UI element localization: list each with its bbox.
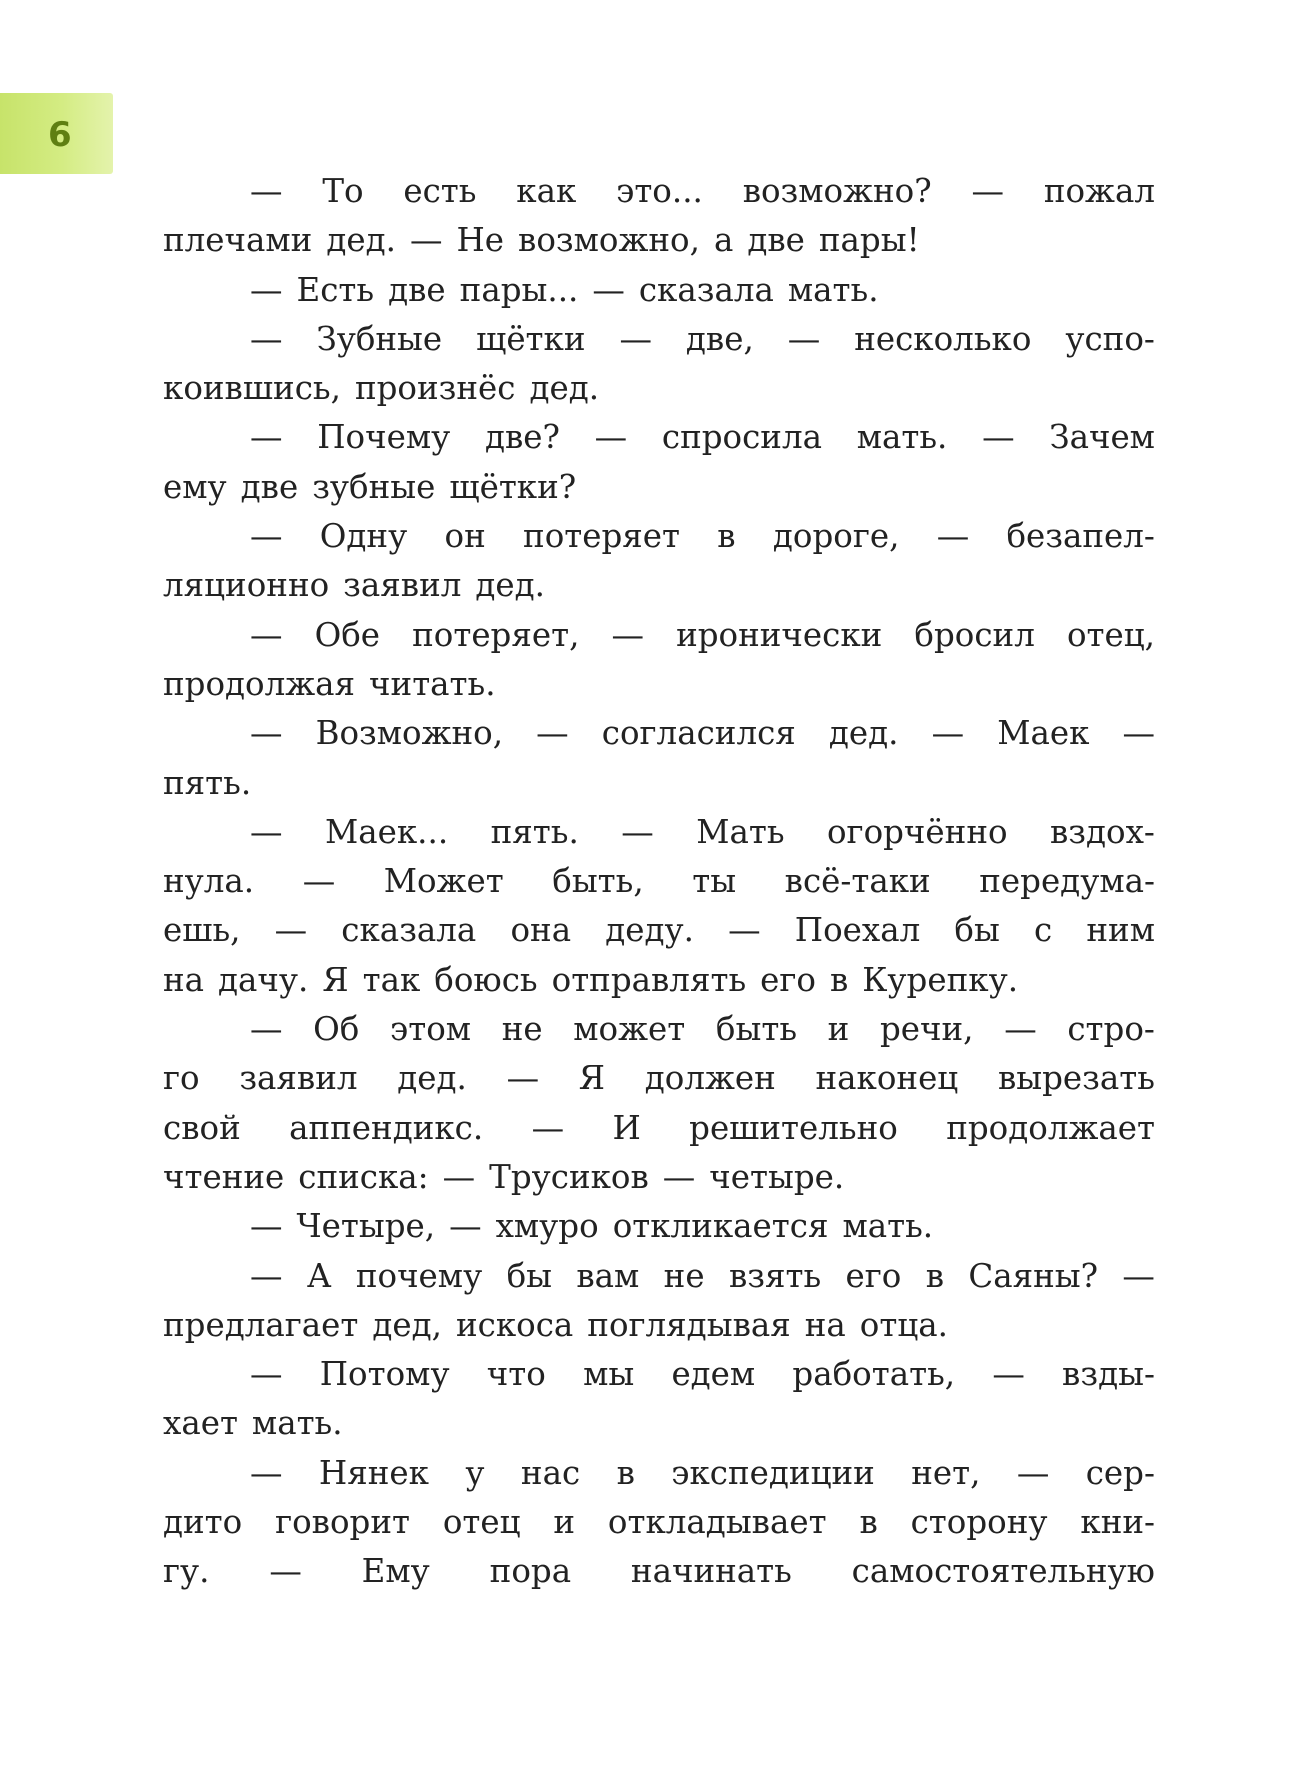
word: произнёс: [354, 369, 516, 408]
word: это...: [616, 172, 703, 210]
word: —: [250, 270, 283, 309]
word: иронически: [676, 615, 883, 654]
word: —: [250, 615, 283, 654]
word: на: [163, 960, 205, 999]
word: есть: [403, 172, 477, 210]
word: Зубные: [316, 319, 443, 358]
word: зубные: [312, 467, 436, 506]
text-line: [163, 759, 1155, 808]
word: Маек: [997, 714, 1090, 753]
text-line: [163, 1202, 1155, 1251]
word: сказала: [638, 270, 774, 309]
word: —: [269, 1552, 302, 1591]
word: откликается: [612, 1207, 829, 1246]
word: решительно: [689, 1108, 898, 1147]
word: нула.: [163, 862, 255, 901]
word: Обе: [314, 615, 381, 654]
word: две: [240, 467, 299, 506]
word: две: [388, 270, 446, 309]
word: заявил: [343, 566, 462, 605]
word: сер-: [1085, 1453, 1155, 1492]
text-line: [163, 413, 1155, 462]
word: отец: [442, 1503, 521, 1542]
text-line: [163, 611, 1155, 660]
word: свой: [163, 1108, 241, 1147]
word: Не: [456, 221, 505, 260]
word: —: [250, 319, 283, 358]
word: —: [250, 714, 283, 753]
word: Поехал: [794, 911, 921, 950]
word: возможно?: [742, 172, 932, 210]
word: —: [971, 172, 1004, 210]
word: дачу.: [218, 960, 309, 999]
word: ляционно: [163, 566, 330, 605]
word: самостоятельную: [851, 1552, 1155, 1591]
word: плечами: [163, 221, 313, 260]
word: согласился: [601, 714, 796, 753]
word: Нянек: [318, 1453, 429, 1492]
word: —: [250, 1453, 283, 1492]
word: начинать: [630, 1552, 792, 1591]
word: откладывает: [607, 1503, 827, 1542]
word: этом: [390, 1010, 472, 1049]
word: вздох-: [1050, 812, 1155, 851]
word: —: [274, 911, 308, 950]
word: ему: [163, 467, 227, 506]
text-line: [163, 1449, 1155, 1498]
word: бы: [506, 1256, 552, 1295]
word: —: [592, 270, 625, 309]
word: продолжая: [163, 664, 356, 703]
word: возможно,: [518, 221, 700, 260]
word: должен: [644, 1059, 776, 1098]
word: в: [829, 960, 849, 999]
text-line: [163, 906, 1155, 955]
word: его: [760, 960, 816, 999]
text-line: [163, 1498, 1155, 1547]
word: Почему: [317, 418, 451, 457]
word: дито: [163, 1503, 243, 1542]
word: чтение: [163, 1157, 285, 1196]
word: Курепку.: [862, 960, 1019, 999]
word: дед.: [326, 221, 396, 260]
text-line: [163, 216, 1155, 265]
word: с: [1034, 911, 1053, 950]
word: взды-: [1062, 1355, 1155, 1394]
word: Зачем: [1049, 418, 1155, 457]
word: безапел-: [1006, 517, 1155, 556]
word: отца.: [859, 1305, 948, 1344]
word: —: [787, 319, 821, 358]
word: две: [747, 221, 805, 260]
word: сторону: [910, 1503, 1048, 1542]
word: —: [250, 1207, 283, 1246]
word: пары...: [459, 270, 579, 309]
word: как: [516, 172, 577, 210]
text-line: [163, 1301, 1155, 1350]
word: у: [465, 1453, 485, 1492]
word: —: [250, 1355, 283, 1394]
word: пары!: [818, 221, 920, 260]
word: нас: [520, 1453, 581, 1492]
story-text: [163, 167, 1155, 1597]
word: говорит: [275, 1503, 410, 1542]
text-line: [163, 315, 1155, 364]
word: может: [573, 1010, 686, 1049]
word: Возможно,: [315, 714, 504, 753]
word: —: [662, 1157, 696, 1196]
word: почему: [355, 1256, 483, 1295]
text-line: [163, 1005, 1155, 1054]
word: и: [827, 1010, 850, 1049]
word: две?: [484, 418, 560, 457]
text-line: [163, 660, 1155, 709]
word: —: [250, 812, 283, 851]
word: —: [992, 1355, 1025, 1394]
word: мать.: [251, 1404, 343, 1443]
word: взять: [728, 1256, 822, 1295]
text-line: [163, 1153, 1155, 1202]
word: Саяны?: [968, 1256, 1099, 1295]
word: —: [536, 714, 569, 753]
word: всё-таки: [784, 862, 931, 901]
word: пять.: [490, 812, 579, 851]
word: в: [616, 1453, 635, 1492]
word: заявил: [239, 1059, 358, 1098]
word: мать.: [842, 1207, 934, 1246]
word: деду.: [605, 911, 694, 950]
word: —: [1016, 1453, 1050, 1492]
word: так: [362, 960, 421, 999]
word: списка:: [298, 1157, 429, 1196]
word: его: [845, 1256, 902, 1295]
word: отец,: [1066, 615, 1155, 654]
word: боюсь: [434, 960, 538, 999]
word: —: [1122, 714, 1155, 753]
word: что: [486, 1355, 546, 1394]
word: Есть: [296, 270, 375, 309]
word: пожал: [1043, 172, 1155, 210]
word: —: [936, 517, 970, 556]
word: стро-: [1067, 1010, 1155, 1049]
word: щётки?: [449, 467, 577, 506]
word: —: [619, 319, 652, 358]
word: поглядывая: [587, 1305, 791, 1344]
word: —: [594, 418, 628, 457]
word: Мать: [696, 812, 785, 851]
word: Ему: [361, 1552, 430, 1591]
word: не: [501, 1010, 543, 1049]
word: спросила: [661, 418, 822, 457]
word: экспедиции: [671, 1453, 875, 1492]
word: передума-: [979, 862, 1155, 901]
word: быть,: [552, 862, 644, 901]
word: Об: [313, 1010, 360, 1049]
word: две,: [685, 319, 754, 358]
word: —: [449, 1207, 482, 1246]
word: дороге,: [772, 517, 900, 556]
word: быть: [715, 1010, 798, 1049]
word: —: [250, 1010, 283, 1049]
word: —: [506, 1059, 540, 1098]
word: несколько: [854, 319, 1032, 358]
word: —: [250, 517, 283, 556]
word: пять.: [163, 763, 252, 802]
text-line: [163, 364, 1155, 413]
word: потеряет: [523, 517, 680, 556]
word: Маек...: [324, 812, 449, 851]
word: продолжает: [946, 1108, 1155, 1147]
text-line: [163, 266, 1155, 315]
word: отправлять: [551, 960, 747, 999]
text-line: [163, 1054, 1155, 1103]
word: —: [409, 221, 443, 260]
word: бросил: [914, 615, 1035, 654]
text-line: [163, 857, 1155, 906]
word: мы: [583, 1355, 635, 1394]
word: сказала: [341, 911, 477, 950]
text-line: [163, 1104, 1155, 1153]
word: читать.: [369, 664, 496, 703]
word: А: [306, 1256, 332, 1295]
word: Может: [383, 862, 504, 901]
word: —: [728, 911, 761, 950]
word: он: [444, 517, 486, 556]
word: Я: [322, 960, 349, 999]
page-number: 6: [48, 115, 72, 155]
text-line: [163, 808, 1155, 857]
text-line: [163, 512, 1155, 561]
word: —: [531, 1108, 565, 1147]
word: Я: [578, 1059, 606, 1098]
word: в: [925, 1256, 944, 1295]
word: —: [1004, 1010, 1037, 1049]
text-line: [163, 1252, 1155, 1301]
word: она: [510, 911, 572, 950]
word: мать.: [787, 270, 879, 309]
word: хает: [163, 1404, 238, 1443]
word: —: [1122, 1256, 1155, 1295]
word: на: [804, 1305, 846, 1344]
word: искоса: [455, 1305, 574, 1344]
text-line: [163, 463, 1155, 512]
word: предлагает: [163, 1305, 359, 1344]
word: щётки: [476, 319, 586, 358]
word: —: [250, 418, 283, 457]
word: в: [717, 517, 736, 556]
word: ешь,: [163, 911, 241, 950]
word: дед.: [529, 369, 600, 408]
word: успо-: [1065, 319, 1155, 358]
text-line: [163, 709, 1155, 758]
word: гу.: [163, 1552, 210, 1591]
word: едем: [671, 1355, 756, 1394]
word: бы: [954, 911, 1000, 950]
word: мать.: [856, 418, 948, 457]
word: —: [931, 714, 965, 753]
word: пора: [489, 1552, 572, 1591]
word: —: [302, 862, 336, 901]
word: кни-: [1080, 1503, 1155, 1542]
word: не: [663, 1256, 705, 1295]
word: вам: [576, 1256, 640, 1295]
word: наконец: [815, 1059, 959, 1098]
word: а: [713, 221, 734, 260]
word: ты: [692, 862, 737, 901]
word: ним: [1086, 911, 1155, 950]
word: огорчённо: [826, 812, 1008, 851]
word: —: [250, 1256, 283, 1295]
word: потеряет,: [412, 615, 580, 654]
text-line: [163, 167, 1155, 216]
text-line: [163, 1399, 1155, 1448]
word: дед,: [372, 1305, 442, 1344]
word: —: [982, 418, 1015, 457]
word: Четыре,: [296, 1207, 436, 1246]
word: аппендикс.: [289, 1108, 484, 1147]
word: То: [322, 172, 364, 210]
word: речи,: [880, 1010, 974, 1049]
word: коившись,: [163, 369, 341, 408]
word: го: [163, 1059, 200, 1098]
word: И: [612, 1108, 641, 1147]
word: дед.: [828, 714, 899, 753]
word: Одну: [319, 517, 408, 556]
word: —: [611, 615, 644, 654]
word: и: [553, 1503, 576, 1542]
word: Потому: [319, 1355, 450, 1394]
text-line: [163, 1350, 1155, 1399]
word: четыре.: [709, 1157, 845, 1196]
word: в: [859, 1503, 878, 1542]
word: —: [250, 172, 283, 210]
text-line: [163, 1547, 1155, 1596]
word: хмуро: [495, 1207, 599, 1246]
word: Трусиков: [489, 1157, 649, 1196]
word: вырезать: [997, 1059, 1155, 1098]
text-line: [163, 956, 1155, 1005]
word: —: [442, 1157, 476, 1196]
word: нет,: [911, 1453, 981, 1492]
word: дед.: [397, 1059, 467, 1098]
word: —: [621, 812, 654, 851]
word: дед.: [475, 566, 545, 605]
text-line: [163, 561, 1155, 610]
word: работать,: [792, 1355, 956, 1394]
